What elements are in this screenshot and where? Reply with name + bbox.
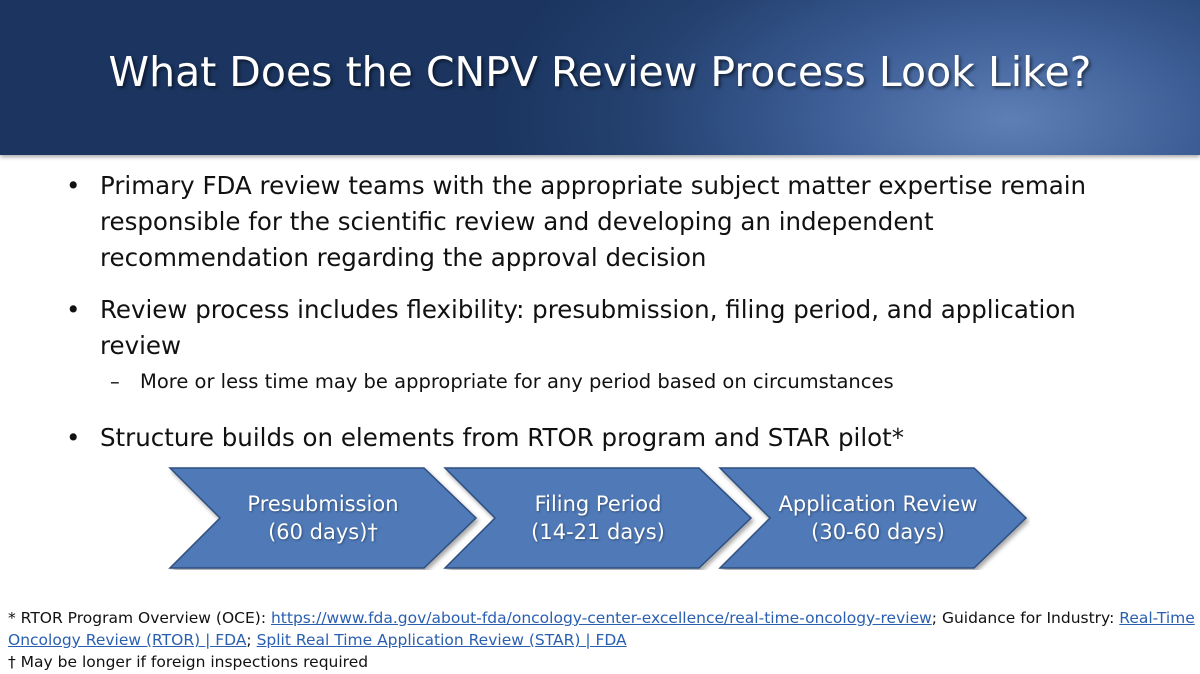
bullet-line: recommendation regarding the approval decision: [100, 243, 707, 272]
bullet-line: review: [100, 331, 182, 360]
title-banner: [0, 0, 1200, 155]
rtor-overview-link[interactable]: https://www.fda.gov/about-fda/oncology-center-excellence/real-time-oncology-review: [270, 609, 932, 627]
bullet-item-review-teams: [62, 168, 1182, 276]
footnote-separator: ;: [246, 631, 257, 649]
step-duration: (14-21 days): [531, 520, 665, 544]
step-name: Presubmission: [247, 492, 399, 516]
bullet-marker: •: [66, 171, 81, 200]
step-name: Filing Period: [534, 492, 662, 516]
footnote-dagger: † May be longer if foreign inspections required: [8, 653, 369, 671]
bullet-line: Review process includes flexibility: presubmission, filing period, and application: [100, 295, 1076, 324]
bullet-line: Primary FDA review teams with the appropriate subject matter expertise remain: [100, 171, 1087, 200]
footnotes: [8, 607, 1196, 673]
bullet-line: Structure builds on elements from RTOR program and STAR pilot*: [100, 423, 904, 452]
sub-bullet-marker: –: [110, 370, 120, 393]
process-diagram: [168, 466, 1030, 570]
footnote-prefix: * RTOR Program Overview (OCE):: [8, 609, 271, 627]
step-duration: (30-60 days): [811, 520, 945, 544]
bullet-marker: •: [66, 423, 81, 452]
bullet-item-flexibility: [62, 292, 1182, 364]
bullet-line: responsible for the scientific review and developing an independent: [100, 207, 934, 236]
step-label-filing-period: [493, 490, 703, 546]
bullet-list: [62, 168, 1182, 456]
sub-bullet-text: More or less time may be appropriate for any period based on circumstances: [140, 370, 894, 393]
bullet-item-structure: [62, 420, 1182, 456]
star-pilot-link[interactable]: Split Real Time Application Review (STAR) | FDA: [256, 631, 627, 649]
sub-bullet-item: [62, 368, 1182, 396]
footnote-references: [8, 607, 1196, 651]
step-name: Application Review: [778, 492, 978, 516]
step-duration: (60 days)†: [268, 520, 378, 544]
step-label-application-review: [768, 490, 988, 546]
footnote-mid: ; Guidance for Industry:: [931, 609, 1120, 627]
bullet-marker: •: [66, 295, 81, 324]
rtor-guidance-link[interactable]: Real-Time Oncology Review (RTOR) | FDA: [8, 609, 1195, 649]
slide-title: What Does the CNPV Review Process Look Like?: [108, 48, 1092, 96]
step-label-presubmission: [218, 490, 428, 546]
